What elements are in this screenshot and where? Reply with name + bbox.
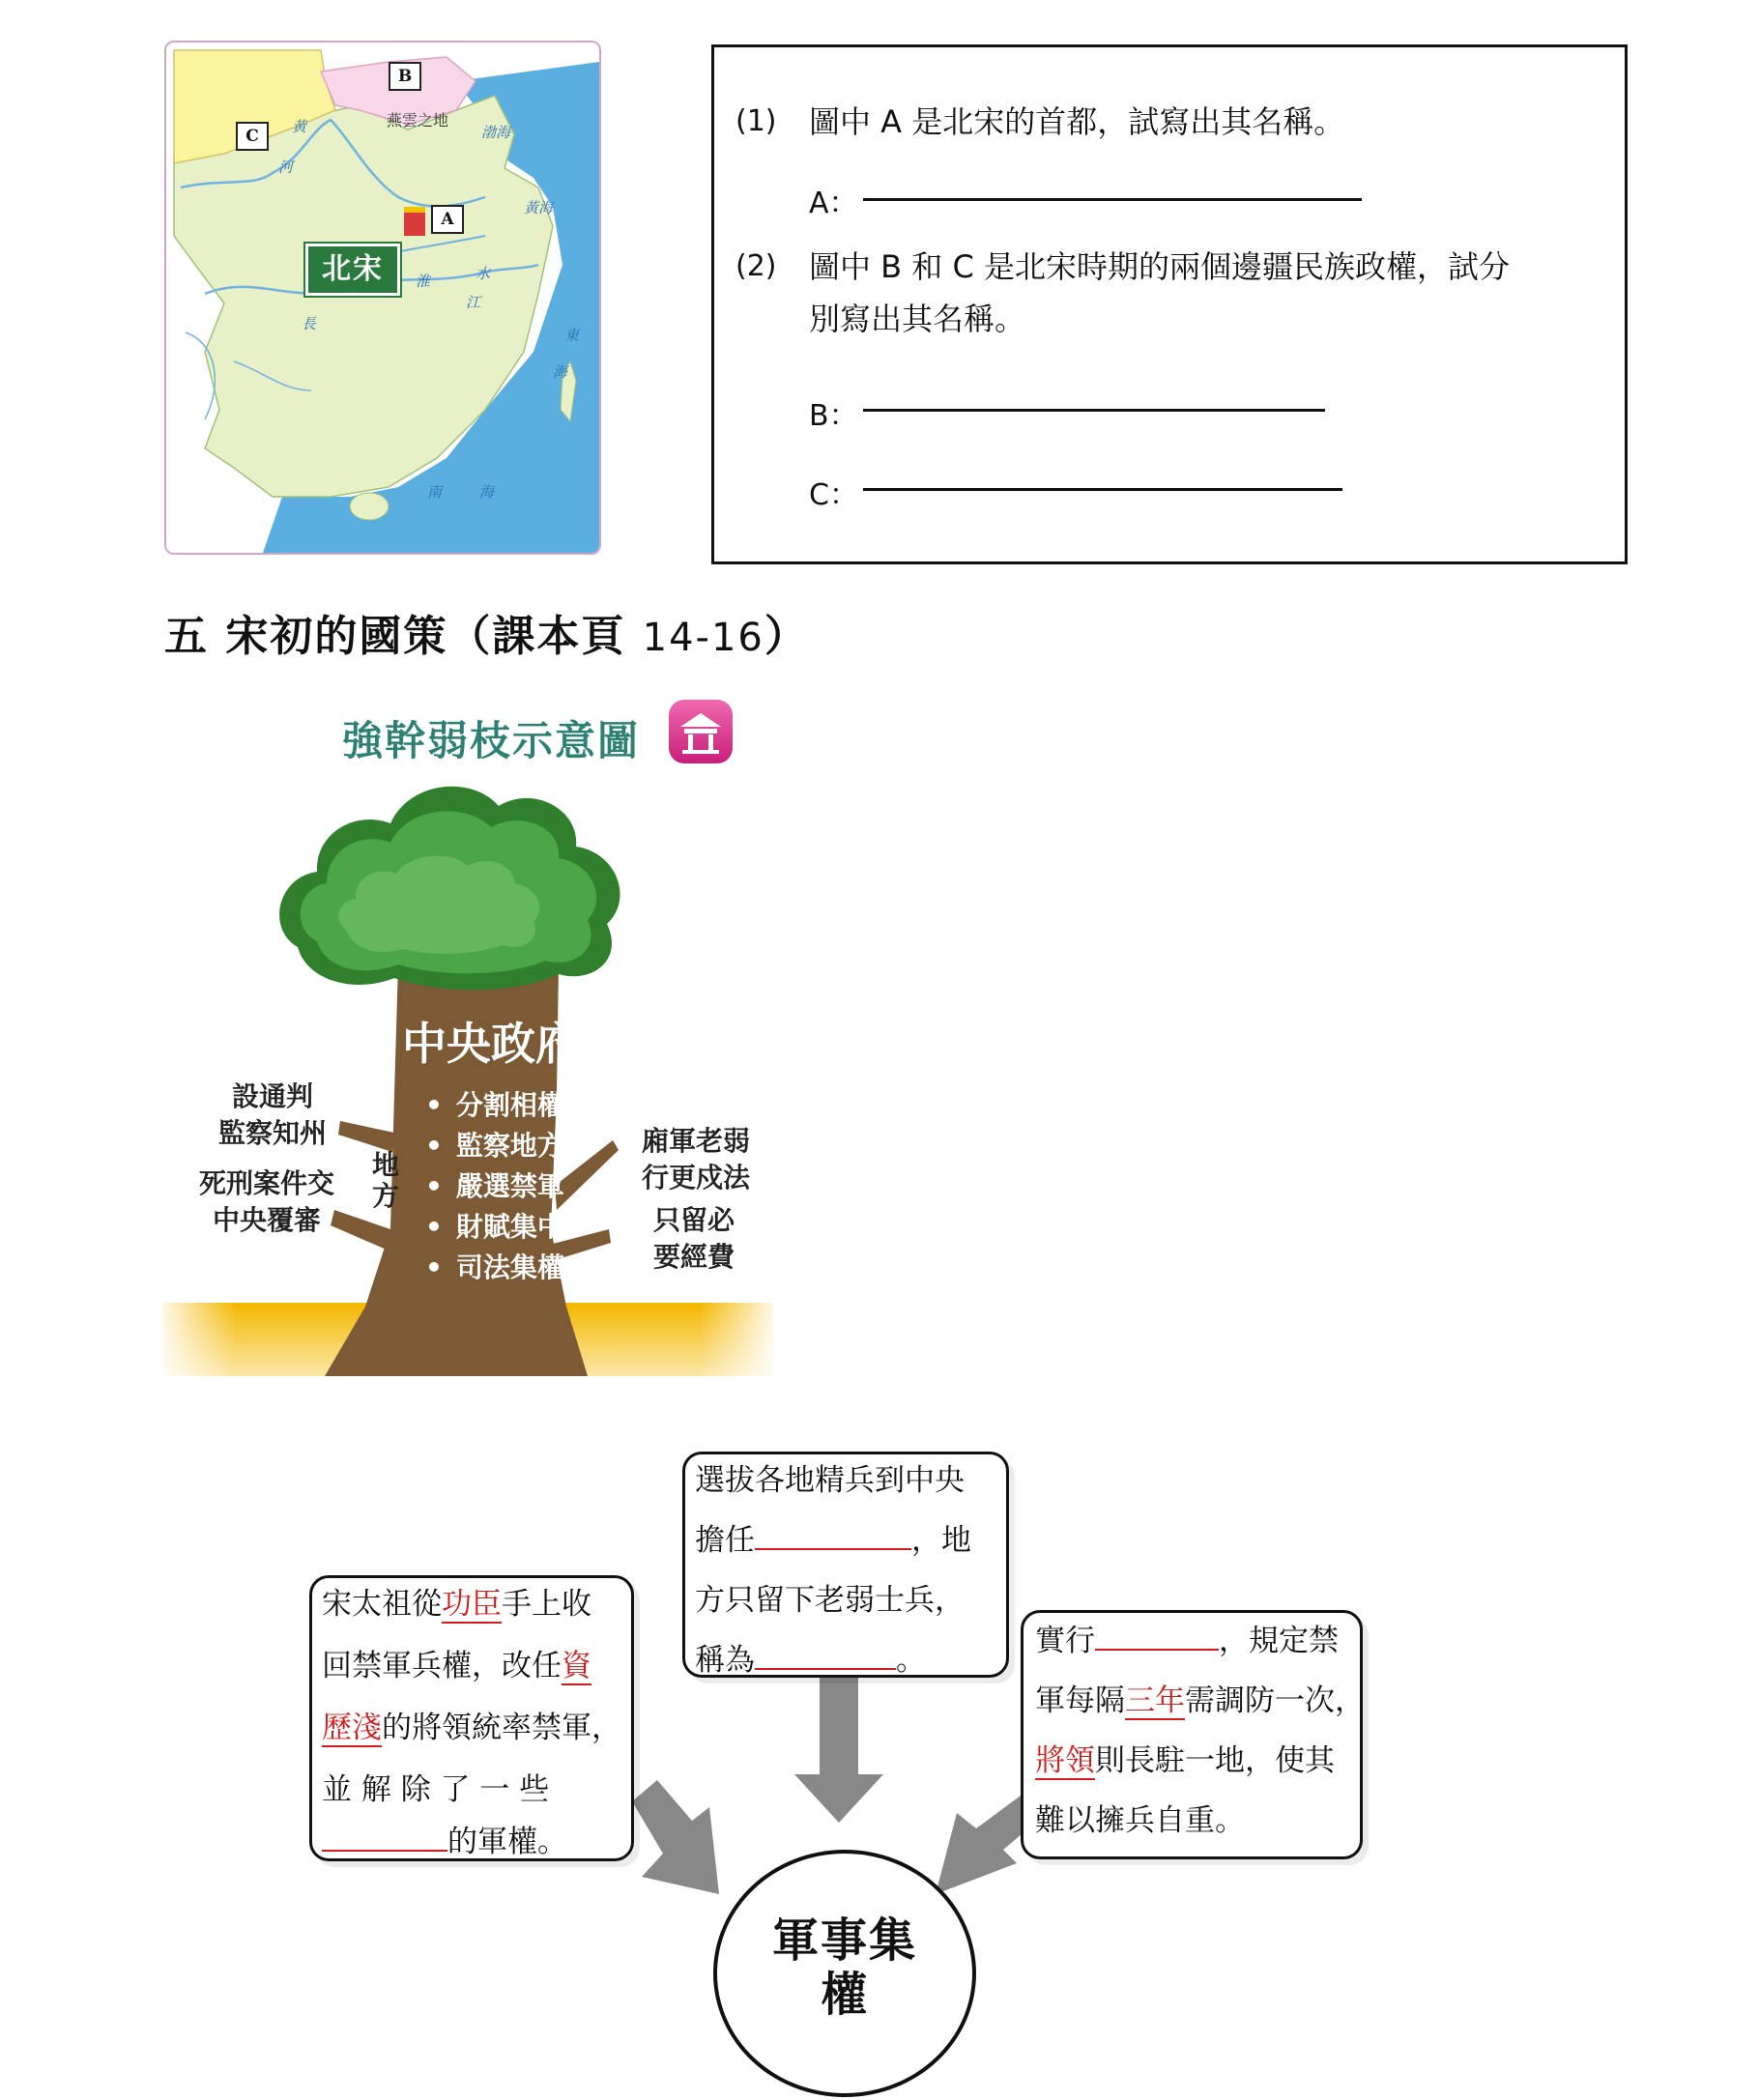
center-circle-text xyxy=(717,1913,972,2022)
jiang-label: 江 xyxy=(466,294,481,311)
huang-label: 黃 xyxy=(292,118,307,135)
nan-label: 南 xyxy=(427,483,443,501)
right-line2-a: 軍每隔 xyxy=(1035,1683,1125,1718)
hai-label: 海 xyxy=(553,363,568,381)
trunk-item: • 分割相權 xyxy=(425,1084,564,1123)
concept-box-right xyxy=(1021,1610,1363,1859)
top-line2 xyxy=(695,1510,971,1570)
right-branch-2-line2: 要經費 xyxy=(653,1241,735,1273)
dong-label: 東 xyxy=(564,327,580,344)
center-line2: 權 xyxy=(820,1968,869,2022)
chang-label: 長 xyxy=(302,315,317,332)
q1-answer-label: A： xyxy=(809,187,858,220)
heading-close: ） xyxy=(764,612,809,661)
right-blank-1[interactable] xyxy=(1095,1620,1219,1651)
huanghai-label: 黃海 xyxy=(524,199,554,216)
top-line4 xyxy=(695,1630,926,1690)
left-line2-a: 回禁軍兵權，改任 xyxy=(322,1649,562,1683)
right-line2-red: 三年 xyxy=(1125,1683,1185,1718)
concept-box-left xyxy=(309,1575,634,1861)
right-branch-2-line1: 只留必 xyxy=(653,1204,735,1236)
top-line4-b: 。 xyxy=(896,1643,926,1678)
concept-box-top xyxy=(682,1452,1009,1678)
trunk-item: • 嚴選禁軍 xyxy=(425,1165,564,1204)
map-label-c: C xyxy=(236,122,269,151)
right-line2-b: 需調防一次， xyxy=(1185,1683,1365,1718)
shui-label: 水 xyxy=(476,265,491,282)
right-line4: 難以擁兵自重。 xyxy=(1035,1803,1245,1838)
right-line3-b: 則長駐一地，使其 xyxy=(1095,1743,1335,1778)
bohai-label: 渤海 xyxy=(481,124,511,141)
right-line1 xyxy=(1035,1611,1339,1671)
q2-text-line1: 圖中 B 和 C 是北宋時期的兩個邊疆民族政權，試分 xyxy=(809,248,1510,285)
top-line3: 方只留下老弱士兵， xyxy=(695,1583,965,1618)
left-branch-1-line2: 監察知州 xyxy=(218,1117,328,1149)
q1-text: 圖中 A 是北宋的首都，試寫出其名稱。 xyxy=(809,103,1345,140)
trunk-title: 中央政府 xyxy=(402,1018,580,1070)
bei-song-label: 北宋 xyxy=(305,244,400,296)
he-label: 河 xyxy=(278,158,294,176)
left-line5 xyxy=(322,1812,567,1872)
q2-number: (2) xyxy=(735,249,777,283)
left-line4: 並 解 除 了 一 些 xyxy=(322,1772,550,1807)
heading-pages: 14-16 xyxy=(642,616,764,660)
left-line2 xyxy=(322,1636,591,1696)
left-branch-1-line1: 設通判 xyxy=(232,1080,314,1112)
arrow-down xyxy=(794,1672,883,1823)
arrow-left xyxy=(632,1780,719,1894)
difang-label: 地方 xyxy=(371,1149,399,1212)
top-blank-1[interactable] xyxy=(755,1519,911,1550)
q2-text-line2: 別寫出其名稱。 xyxy=(809,301,1026,337)
center-line1: 軍事集 xyxy=(771,1913,917,1968)
q2-answer-label-c: C： xyxy=(809,478,858,512)
yanyun-label: 燕雲之地 xyxy=(387,111,449,129)
left-blank-1[interactable] xyxy=(322,1821,447,1852)
right-line1-a: 實行 xyxy=(1035,1624,1095,1658)
right-line3-red: 將領 xyxy=(1035,1743,1095,1778)
top-line2-a: 擔任 xyxy=(695,1523,755,1558)
heading-title: 五 宋初的國策（課本頁 xyxy=(164,612,643,661)
top-blank-2[interactable] xyxy=(755,1639,896,1670)
left-line2-red: 資 xyxy=(562,1649,591,1683)
right-line3 xyxy=(1035,1731,1335,1791)
left-line3-b: 的將領統率禁軍， xyxy=(382,1711,621,1745)
right-line1-b: ，規定禁 xyxy=(1219,1624,1339,1658)
map-label-a: A xyxy=(431,205,464,234)
hai2-label: 海 xyxy=(479,483,495,501)
top-line1: 選拔各地精兵到中央 xyxy=(695,1463,965,1498)
trunk-item: • 監察地方 xyxy=(425,1125,564,1164)
left-line3 xyxy=(322,1698,621,1758)
trunk-item: • 財賦集中 xyxy=(425,1206,564,1245)
map-label-b: B xyxy=(389,62,421,91)
right-branch-1-line1: 廂軍老弱 xyxy=(642,1125,751,1157)
left-line1-a: 宋太祖從 xyxy=(322,1587,442,1622)
left-line3-red: 歷淺 xyxy=(322,1711,382,1745)
right-branch-1-line2: 行更戍法 xyxy=(642,1162,751,1194)
q1-number: (1) xyxy=(735,104,777,138)
left-line1 xyxy=(322,1574,591,1634)
top-line2-b: ，地 xyxy=(911,1523,971,1558)
left-branch-2-line2: 中央覆審 xyxy=(213,1204,322,1236)
left-branch-2-line1: 死刑案件交 xyxy=(199,1167,335,1199)
right-line2 xyxy=(1035,1671,1365,1731)
top-line4-a: 稱為 xyxy=(695,1643,755,1678)
huai-label: 淮 xyxy=(416,273,431,290)
trunk-item: • 司法集權 xyxy=(425,1247,564,1285)
left-line1-red: 功臣 xyxy=(442,1587,502,1622)
tree-title: 強幹弱枝示意圖 xyxy=(342,717,641,764)
left-line5-b: 的軍權。 xyxy=(447,1825,567,1859)
q2-answer-label-b: B： xyxy=(809,399,858,433)
left-line1-b: 手上收 xyxy=(502,1587,591,1622)
center-circle xyxy=(713,1850,976,2097)
